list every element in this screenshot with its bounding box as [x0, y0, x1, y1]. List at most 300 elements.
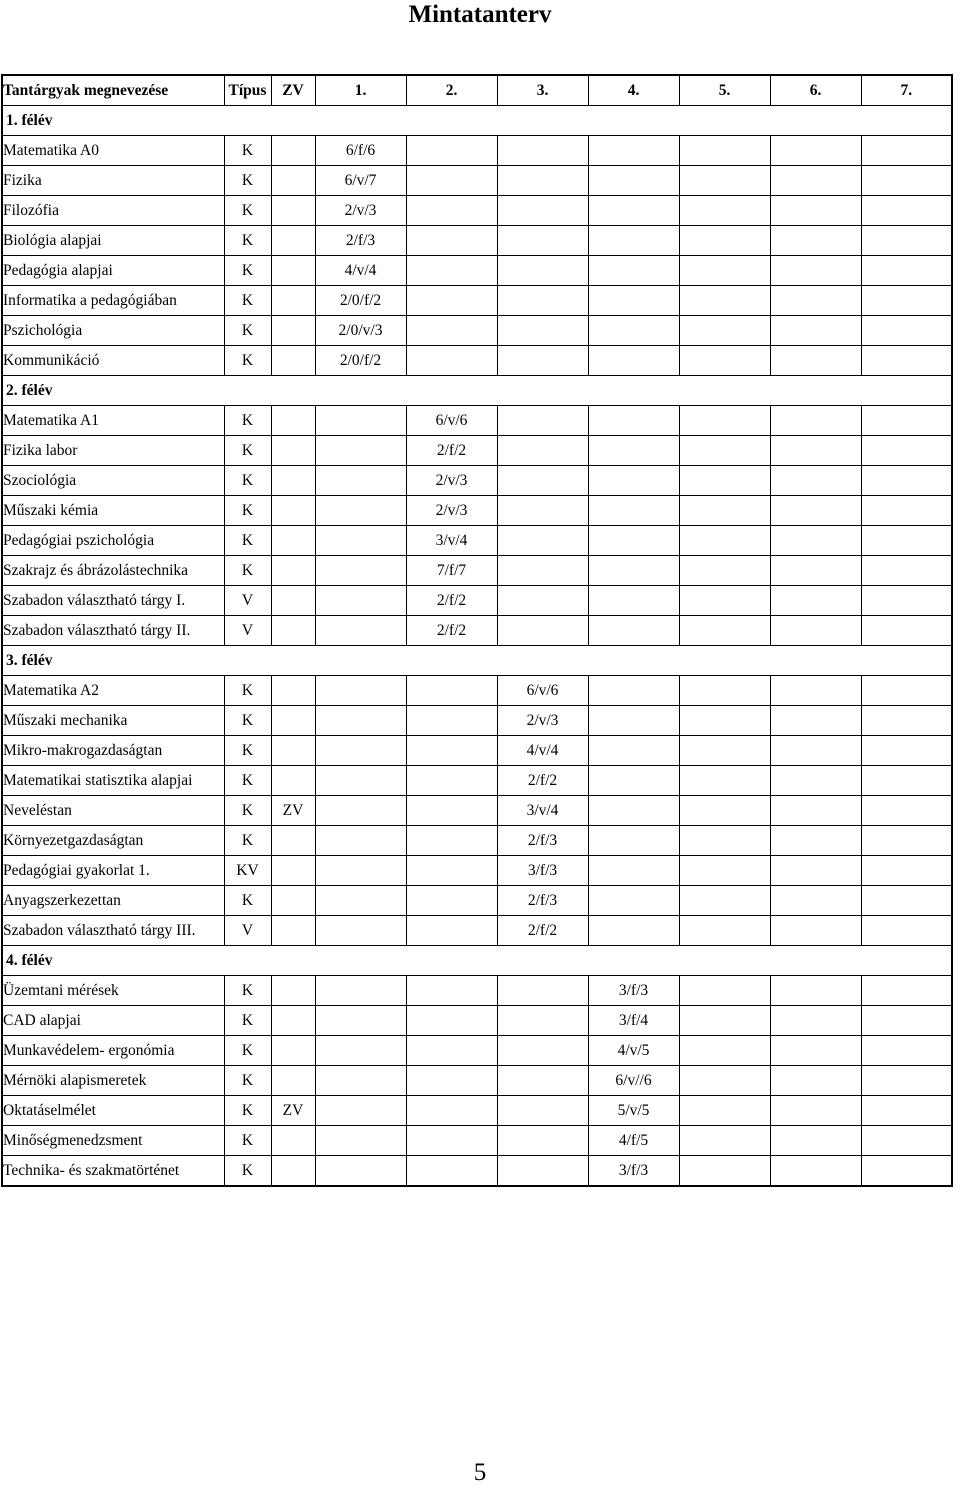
semester-1-cell: [315, 496, 406, 526]
semester-4-cell: [588, 286, 679, 316]
semester-1-cell: [315, 1096, 406, 1126]
course-row: [2, 766, 952, 796]
semester-6-cell: [770, 616, 861, 646]
semester-5-cell: [679, 1066, 770, 1096]
course-type: K: [224, 136, 271, 166]
semester-3-cell: [497, 1156, 588, 1187]
header-semester-4: 4.: [588, 75, 679, 106]
semester-5-cell: [679, 616, 770, 646]
semester-7-cell: [861, 226, 952, 256]
semester-4-cell: [588, 166, 679, 196]
course-type: K: [224, 676, 271, 706]
semester-3-cell: [497, 976, 588, 1006]
semester-4-cell: 3/f/3: [588, 1156, 679, 1187]
course-zv: [271, 706, 315, 736]
header-type: Típus: [224, 75, 271, 106]
course-name: Szakrajz és ábrázolástechnika: [2, 556, 224, 586]
semester-5-cell: [679, 856, 770, 886]
semester-3-cell: [497, 616, 588, 646]
semester-2-cell: [406, 796, 497, 826]
course-type: K: [224, 706, 271, 736]
course-row: [2, 886, 952, 916]
course-zv: [271, 466, 315, 496]
semester-5-cell: [679, 886, 770, 916]
semester-2-cell: [406, 1096, 497, 1126]
semester-label: 2. félév: [2, 376, 952, 406]
semester-1-cell: [315, 406, 406, 436]
semester-6-cell: [770, 1126, 861, 1156]
course-name: Pedagógiai pszichológia: [2, 526, 224, 556]
semester-6-cell: [770, 256, 861, 286]
semester-5-cell: [679, 556, 770, 586]
semester-2-cell: 2/v/3: [406, 496, 497, 526]
semester-2-cell: [406, 826, 497, 856]
semester-3-cell: [497, 286, 588, 316]
course-type: K: [224, 766, 271, 796]
course-row: [2, 706, 952, 736]
course-type: K: [224, 736, 271, 766]
course-name: Technika- és szakmatörténet: [2, 1156, 224, 1187]
semester-4-cell: [588, 316, 679, 346]
semester-6-cell: [770, 346, 861, 376]
semester-6-cell: [770, 826, 861, 856]
semester-7-cell: [861, 406, 952, 436]
semester-header-row: [2, 106, 952, 136]
semester-1-cell: [315, 766, 406, 796]
course-name: Műszaki mechanika: [2, 706, 224, 736]
course-row: [2, 826, 952, 856]
semester-7-cell: [861, 286, 952, 316]
course-zv: [271, 286, 315, 316]
semester-4-cell: [588, 256, 679, 286]
course-type: K: [224, 826, 271, 856]
semester-2-cell: [406, 1036, 497, 1066]
semester-6-cell: [770, 526, 861, 556]
semester-1-cell: 2/0/f/2: [315, 286, 406, 316]
course-type: V: [224, 916, 271, 946]
course-type: K: [224, 796, 271, 826]
course-row: [2, 1066, 952, 1096]
semester-3-cell: 2/f/3: [497, 886, 588, 916]
semester-7-cell: [861, 1096, 952, 1126]
course-row: [2, 976, 952, 1006]
semester-5-cell: [679, 586, 770, 616]
course-type: K: [224, 526, 271, 556]
course-zv: [271, 496, 315, 526]
semester-2-cell: 2/v/3: [406, 466, 497, 496]
course-zv: [271, 226, 315, 256]
semester-1-cell: [315, 616, 406, 646]
semester-4-cell: [588, 856, 679, 886]
course-zv: [271, 256, 315, 286]
semester-1-cell: [315, 1126, 406, 1156]
semester-7-cell: [861, 766, 952, 796]
course-row: [2, 526, 952, 556]
course-type: K: [224, 1156, 271, 1187]
header-semester-3: 3.: [497, 75, 588, 106]
semester-5-cell: [679, 1126, 770, 1156]
course-row: [2, 436, 952, 466]
semester-2-cell: 6/v/6: [406, 406, 497, 436]
semester-4-cell: [588, 676, 679, 706]
course-row: [2, 796, 952, 826]
course-row: [2, 1126, 952, 1156]
semester-1-cell: 4/v/4: [315, 256, 406, 286]
semester-5-cell: [679, 166, 770, 196]
course-row: [2, 676, 952, 706]
semester-1-cell: [315, 886, 406, 916]
course-name: Szabadon választható tárgy III.: [2, 916, 224, 946]
semester-1-cell: [315, 856, 406, 886]
semester-1-cell: 2/0/v/3: [315, 316, 406, 346]
course-zv: [271, 676, 315, 706]
semester-7-cell: [861, 796, 952, 826]
course-row: [2, 1096, 952, 1126]
semester-6-cell: [770, 406, 861, 436]
page-number: 5: [473, 1459, 487, 1486]
semester-2-cell: 2/f/2: [406, 436, 497, 466]
semester-6-cell: [770, 886, 861, 916]
semester-6-cell: [770, 316, 861, 346]
course-name: Szabadon választható tárgy II.: [2, 616, 224, 646]
semester-1-cell: 2/f/3: [315, 226, 406, 256]
semester-5-cell: [679, 796, 770, 826]
semester-1-cell: [315, 1036, 406, 1066]
semester-2-cell: [406, 1066, 497, 1096]
course-row: [2, 256, 952, 286]
semester-4-cell: [588, 466, 679, 496]
semester-2-cell: [406, 856, 497, 886]
semester-4-cell: [588, 736, 679, 766]
semester-header-row: [2, 646, 952, 676]
course-row: [2, 616, 952, 646]
semester-7-cell: [861, 556, 952, 586]
course-zv: [271, 1066, 315, 1096]
course-name: Pedagógia alapjai: [2, 256, 224, 286]
course-type: K: [224, 346, 271, 376]
semester-6-cell: [770, 466, 861, 496]
semester-7-cell: [861, 586, 952, 616]
semester-1-cell: [315, 676, 406, 706]
semester-7-cell: [861, 1156, 952, 1187]
semester-2-cell: 3/v/4: [406, 526, 497, 556]
course-zv: [271, 886, 315, 916]
course-type: K: [224, 196, 271, 226]
semester-1-cell: [315, 826, 406, 856]
course-name: Fizika labor: [2, 436, 224, 466]
course-row: [2, 286, 952, 316]
semester-3-cell: [497, 586, 588, 616]
course-name: Pedagógiai gyakorlat 1.: [2, 856, 224, 886]
semester-7-cell: [861, 1126, 952, 1156]
header-semester-6: 6.: [770, 75, 861, 106]
semester-2-cell: [406, 196, 497, 226]
course-zv: [271, 1126, 315, 1156]
semester-7-cell: [861, 1006, 952, 1036]
course-row: [2, 226, 952, 256]
semester-4-cell: [588, 346, 679, 376]
course-type: K: [224, 1126, 271, 1156]
semester-4-cell: [588, 796, 679, 826]
semester-5-cell: [679, 916, 770, 946]
semester-label: 1. félév: [2, 106, 952, 136]
course-name: Matematika A0: [2, 136, 224, 166]
semester-5-cell: [679, 1156, 770, 1187]
semester-4-cell: [588, 436, 679, 466]
course-zv: [271, 826, 315, 856]
course-type: K: [224, 316, 271, 346]
course-type: K: [224, 1096, 271, 1126]
semester-4-cell: 3/f/3: [588, 976, 679, 1006]
course-type: K: [224, 1066, 271, 1096]
course-name: Kommunikáció: [2, 346, 224, 376]
semester-7-cell: [861, 1066, 952, 1096]
semester-4-cell: [588, 226, 679, 256]
semester-7-cell: [861, 886, 952, 916]
semester-7-cell: [861, 436, 952, 466]
semester-3-cell: [497, 1096, 588, 1126]
course-type: V: [224, 586, 271, 616]
semester-1-cell: [315, 436, 406, 466]
semester-2-cell: [406, 316, 497, 346]
course-zv: [271, 436, 315, 466]
semester-6-cell: [770, 1036, 861, 1066]
semester-3-cell: [497, 406, 588, 436]
semester-3-cell: [497, 196, 588, 226]
semester-5-cell: [679, 1096, 770, 1126]
semester-7-cell: [861, 316, 952, 346]
semester-7-cell: [861, 196, 952, 226]
semester-4-cell: [588, 616, 679, 646]
semester-7-cell: [861, 706, 952, 736]
course-name: Pszichológia: [2, 316, 224, 346]
curriculum-table: [1, 74, 953, 1187]
course-row: [2, 586, 952, 616]
course-type: K: [224, 1036, 271, 1066]
semester-5-cell: [679, 1036, 770, 1066]
semester-1-cell: [315, 916, 406, 946]
semester-2-cell: [406, 886, 497, 916]
course-type: KV: [224, 856, 271, 886]
semester-2-cell: [406, 286, 497, 316]
semester-5-cell: [679, 286, 770, 316]
semester-6-cell: [770, 556, 861, 586]
semester-7-cell: [861, 856, 952, 886]
course-zv: [271, 1156, 315, 1187]
course-name: Minőségmenedzsment: [2, 1126, 224, 1156]
semester-1-cell: [315, 1006, 406, 1036]
semester-1-cell: 6/f/6: [315, 136, 406, 166]
semester-7-cell: [861, 916, 952, 946]
semester-6-cell: [770, 856, 861, 886]
course-name: Szociológia: [2, 466, 224, 496]
semester-5-cell: [679, 316, 770, 346]
semester-5-cell: [679, 226, 770, 256]
page-title: Mintatanterv: [408, 1, 552, 28]
course-name: Környezetgazdaságtan: [2, 826, 224, 856]
semester-3-cell: [497, 226, 588, 256]
semester-header-row: [2, 946, 952, 976]
semester-6-cell: [770, 496, 861, 526]
course-name: Anyagszerkezettan: [2, 886, 224, 916]
course-zv: [271, 736, 315, 766]
semester-6-cell: [770, 166, 861, 196]
semester-1-cell: [315, 976, 406, 1006]
semester-4-cell: [588, 556, 679, 586]
semester-1-cell: [315, 526, 406, 556]
semester-7-cell: [861, 166, 952, 196]
course-name: Munkavédelem- ergonómia: [2, 1036, 224, 1066]
semester-1-cell: [315, 1066, 406, 1096]
semester-7-cell: [861, 736, 952, 766]
course-name: Műszaki kémia: [2, 496, 224, 526]
semester-3-cell: [497, 136, 588, 166]
semester-3-cell: 6/v/6: [497, 676, 588, 706]
course-zv: [271, 916, 315, 946]
semester-5-cell: [679, 706, 770, 736]
semester-2-cell: [406, 916, 497, 946]
semester-1-cell: 6/v/7: [315, 166, 406, 196]
header-course-name: Tantárgyak megnevezése: [2, 75, 224, 106]
semester-6-cell: [770, 976, 861, 1006]
semester-4-cell: 5/v/5: [588, 1096, 679, 1126]
semester-6-cell: [770, 436, 861, 466]
semester-5-cell: [679, 466, 770, 496]
semester-6-cell: [770, 136, 861, 166]
course-zv: [271, 196, 315, 226]
course-name: Mérnöki alapismeretek: [2, 1066, 224, 1096]
semester-4-cell: [588, 496, 679, 526]
semester-4-cell: 3/f/4: [588, 1006, 679, 1036]
course-name: Informatika a pedagógiában: [2, 286, 224, 316]
semester-2-cell: [406, 676, 497, 706]
semester-6-cell: [770, 1006, 861, 1036]
course-zv: [271, 166, 315, 196]
semester-6-cell: [770, 1096, 861, 1126]
course-row: [2, 466, 952, 496]
course-name: Üzemtani mérések: [2, 976, 224, 1006]
course-type: K: [224, 466, 271, 496]
semester-2-cell: 2/f/2: [406, 616, 497, 646]
course-zv: [271, 346, 315, 376]
semester-6-cell: [770, 1156, 861, 1187]
course-row: [2, 166, 952, 196]
semester-5-cell: [679, 766, 770, 796]
semester-5-cell: [679, 676, 770, 706]
semester-5-cell: [679, 976, 770, 1006]
course-row: [2, 346, 952, 376]
semester-3-cell: [497, 1126, 588, 1156]
semester-5-cell: [679, 736, 770, 766]
semester-7-cell: [861, 616, 952, 646]
semester-4-cell: [588, 706, 679, 736]
course-type: K: [224, 976, 271, 1006]
semester-7-cell: [861, 466, 952, 496]
semester-5-cell: [679, 256, 770, 286]
semester-3-cell: [497, 496, 588, 526]
course-zv: [271, 1036, 315, 1066]
course-zv: [271, 1006, 315, 1036]
course-type: K: [224, 166, 271, 196]
header-semester-5: 5.: [679, 75, 770, 106]
semester-3-cell: [497, 1036, 588, 1066]
course-type: K: [224, 556, 271, 586]
course-name: Fizika: [2, 166, 224, 196]
course-row: [2, 196, 952, 226]
course-row: [2, 856, 952, 886]
semester-4-cell: [588, 886, 679, 916]
course-type: V: [224, 616, 271, 646]
course-type: K: [224, 496, 271, 526]
semester-1-cell: 2/0/f/2: [315, 346, 406, 376]
semester-2-cell: [406, 256, 497, 286]
semester-5-cell: [679, 406, 770, 436]
semester-3-cell: [497, 556, 588, 586]
course-name: Matematika A2: [2, 676, 224, 706]
semester-1-cell: [315, 796, 406, 826]
course-type: K: [224, 256, 271, 286]
course-zv: ZV: [271, 1096, 315, 1126]
course-zv: [271, 136, 315, 166]
semester-3-cell: 2/f/2: [497, 916, 588, 946]
course-name: Mikro-makrogazdaságtan: [2, 736, 224, 766]
semester-2-cell: 2/f/2: [406, 586, 497, 616]
semester-2-cell: [406, 736, 497, 766]
course-row: [2, 1036, 952, 1066]
header-zv: ZV: [271, 75, 315, 106]
course-row: [2, 736, 952, 766]
semester-7-cell: [861, 136, 952, 166]
semester-2-cell: [406, 226, 497, 256]
course-zv: [271, 406, 315, 436]
semester-6-cell: [770, 196, 861, 226]
semester-3-cell: [497, 1066, 588, 1096]
semester-2-cell: [406, 976, 497, 1006]
semester-1-cell: [315, 556, 406, 586]
semester-3-cell: 3/f/3: [497, 856, 588, 886]
semester-3-cell: [497, 1006, 588, 1036]
header-semester-2: 2.: [406, 75, 497, 106]
semester-4-cell: 6/v//6: [588, 1066, 679, 1096]
course-type: K: [224, 226, 271, 256]
course-zv: [271, 526, 315, 556]
semester-1-cell: [315, 586, 406, 616]
course-type: K: [224, 286, 271, 316]
semester-2-cell: [406, 1006, 497, 1036]
semester-3-cell: 4/v/4: [497, 736, 588, 766]
course-zv: [271, 616, 315, 646]
semester-4-cell: [588, 136, 679, 166]
semester-2-cell: [406, 706, 497, 736]
semester-5-cell: [679, 136, 770, 166]
semester-7-cell: [861, 826, 952, 856]
header-semester-1: 1.: [315, 75, 406, 106]
semester-5-cell: [679, 1006, 770, 1036]
course-name: Matematika A1: [2, 406, 224, 436]
semester-7-cell: [861, 496, 952, 526]
semester-4-cell: [588, 586, 679, 616]
course-zv: [271, 766, 315, 796]
semester-6-cell: [770, 796, 861, 826]
course-name: Oktatáselmélet: [2, 1096, 224, 1126]
semester-2-cell: [406, 1156, 497, 1187]
semester-1-cell: [315, 466, 406, 496]
semester-5-cell: [679, 826, 770, 856]
semester-6-cell: [770, 286, 861, 316]
semester-2-cell: [406, 1126, 497, 1156]
semester-header-row: [2, 376, 952, 406]
semester-7-cell: [861, 676, 952, 706]
